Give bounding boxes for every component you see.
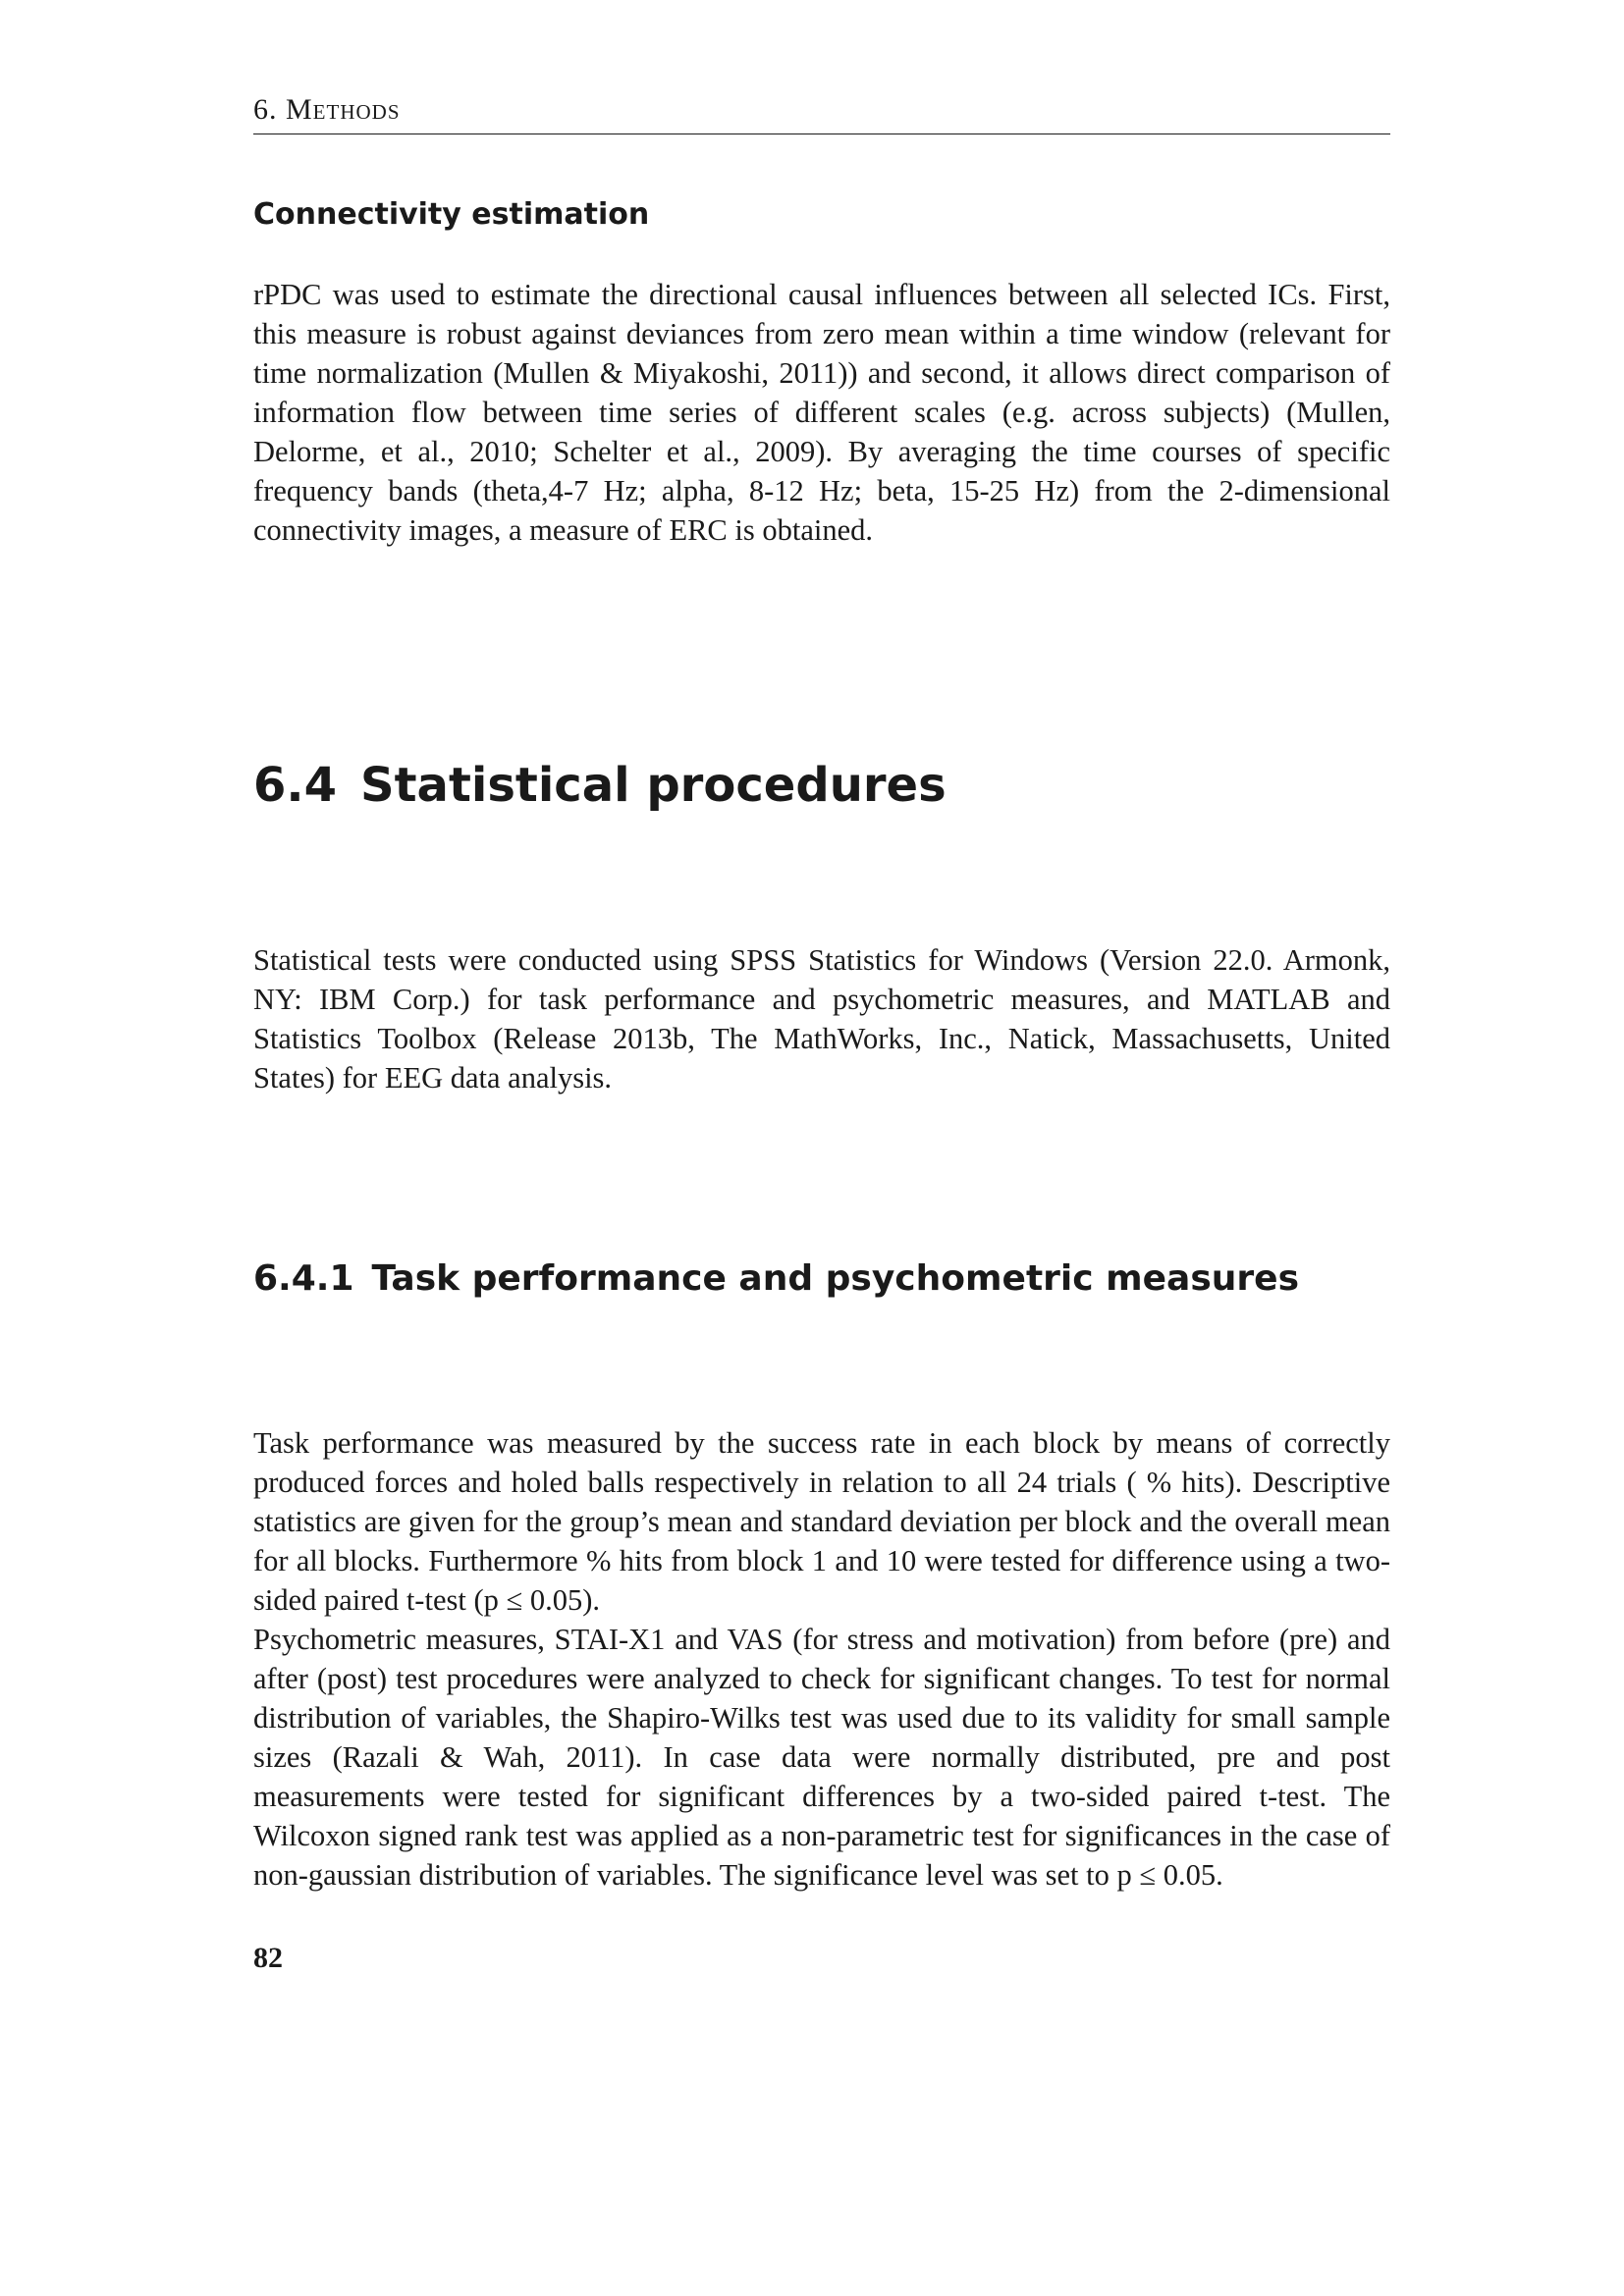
running-header: [253, 90, 1390, 134]
section-heading: [253, 756, 947, 815]
statistical-procedures-paragraph: Statistical tests were conducted using SPSS Statistics for Windows (Version 22.0. Armonk, NY: IBM Corp.) for task performance and psychometric measures, and MATLAB and Statistics Toolbox (Release 2013b, The MathWorks, Inc., Natick, Massachusetts, United States) for EEG data analysis.: [253, 943, 1390, 1095]
psychometric-paragraph: Psychometric measures, STAI-X1 and VAS (for stress and motivation) from before (pre) and after (post) test procedures were analyzed to check for significant changes. To test for normal distribution of variables, the Shapiro-Wilks test was used due to its validity for small sample sizes (Razali & Wah, 2011). In case data were normally distributed, pre and post measurements were tested for significant differences by a two-sided paired t-test. The Wilcoxon signed rank test was applied as a non-parametric test for significances in the case of non-gaussian distribution of variables. The significance level was set to p ≤ 0.05.: [253, 1623, 1390, 1892]
connectivity-paragraph: rPDC was used to estimate the directional causal influences between all selected ICs. First, this measure is robust against deviances from zero mean within a time window (relevant for time normalization (Mullen & Miyakoshi, 2011)) and second, it allows direct comparison of information flow between time series of different scales (e.g. across subjects) (Mullen, Delorme, et al., 2010; Schelter et al., 2009). By averaging the time courses of specific frequency bands (theta,4-7 Hz; alpha, 8-12 Hz; beta, 15-25 Hz) from the 2-dimensional connectivity images, a measure of ERC is obtained.: [253, 278, 1390, 547]
task-performance-paragraph: Task performance was measured by the success rate in each block by means of correctly produced forces and holed balls respectively in relation to all 24 trials ( % hits). Descriptive statistics are given for the group’s mean and standard deviation per block and the overall mean for all blocks. Furthermore % hits from block 1 and 10 were tested for difference using a two-sided paired t-test (p ≤ 0.05).: [253, 1426, 1390, 1617]
connectivity-heading: Connectivity estimation: [253, 197, 650, 232]
chapter-title: Methods: [286, 93, 401, 126]
subsection-title: Task performance and psychometric measures: [371, 1258, 1299, 1299]
subsection-heading: [253, 1256, 1299, 1302]
subsection-number: 6.4.1: [253, 1258, 354, 1299]
chapter-number: 6.: [253, 93, 278, 126]
section-number: 6.4: [253, 758, 338, 813]
section-title: Statistical procedures: [360, 758, 947, 813]
page-number: 82: [253, 1942, 283, 1974]
document-page: [253, 0, 1390, 2296]
